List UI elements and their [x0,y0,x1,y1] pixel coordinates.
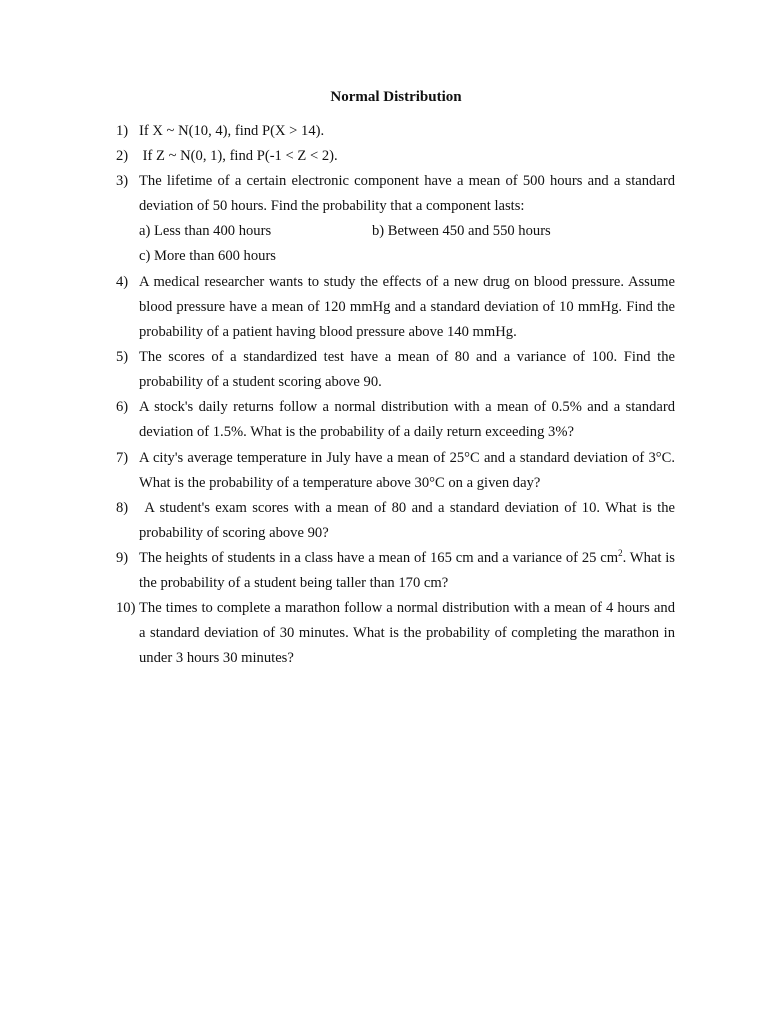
sub-question-b: b) Between 450 and 550 hours [372,223,551,239]
sub-question-a: a) Less than 400 hours [139,223,272,239]
question-text-part: The heights of students in a class have a mean of 165 cm and a variance of 25 cm [139,550,619,566]
question-number: 2) [116,148,129,164]
question-text: The lifetime of a certain electronic component have a mean of 500 hours and a standard deviation of 50 hours. Find the probability that a component lasts: [139,173,675,215]
question-text: A stock's daily returns follow a normal distribution with a mean of 0.5% and a standard deviation of 1.5%. What is the probability of a daily return exceeding 3%? [139,399,675,441]
question-text: If X ~ N(10, 4), find P(X > 14). [139,123,325,139]
question-text: A city's average temperature in July have a mean of 25°C and a standard deviation of 3°C. What is the probability of a temperature above 30°C on a given day? [139,450,675,492]
question-text: A medical researcher wants to study the effects of a new drug on blood pressure. Assume blood pressure have a mean of 120 mmHg and a standard deviation of 10 mmHg. Find the probability of a patient having blood pressure above 140 mmHg. [139,274,675,341]
sub-question-c: c) More than 600 hours [139,248,276,264]
question-text [139,546,675,596]
page-title: Normal Distribution [330,89,462,105]
question-text: The times to complete a marathon follow a normal distribution with a mean of 4 hours and a standard deviation of 30 minutes. What is the probability of completing the marathon in under 3 hours 30 minutes? [139,600,675,667]
question-number: 5) [116,349,129,365]
question-number: 4) [116,274,129,290]
question-number: 1) [116,123,129,139]
question-number: 8) [116,500,129,516]
question-number: 7) [116,450,129,466]
question-number: 3) [116,173,129,189]
question-text: If Z ~ N(0, 1), find P(-1 < Z < 2). [139,148,338,164]
question-number: 6) [116,399,129,415]
question-text: A student's exam scores with a mean of 80 and a standard deviation of 10. What is the probability of scoring above 90? [139,500,679,542]
question-number: 10) [116,600,136,616]
question-number: 9) [116,550,129,566]
question-text-part: . What is the probability of a student being taller than 170 cm? [139,550,675,592]
question-text: The scores of a standardized test have a mean of 80 and a variance of 100. Find the probability of a student scoring above 90. [139,349,675,391]
superscript: 2 [618,548,623,559]
